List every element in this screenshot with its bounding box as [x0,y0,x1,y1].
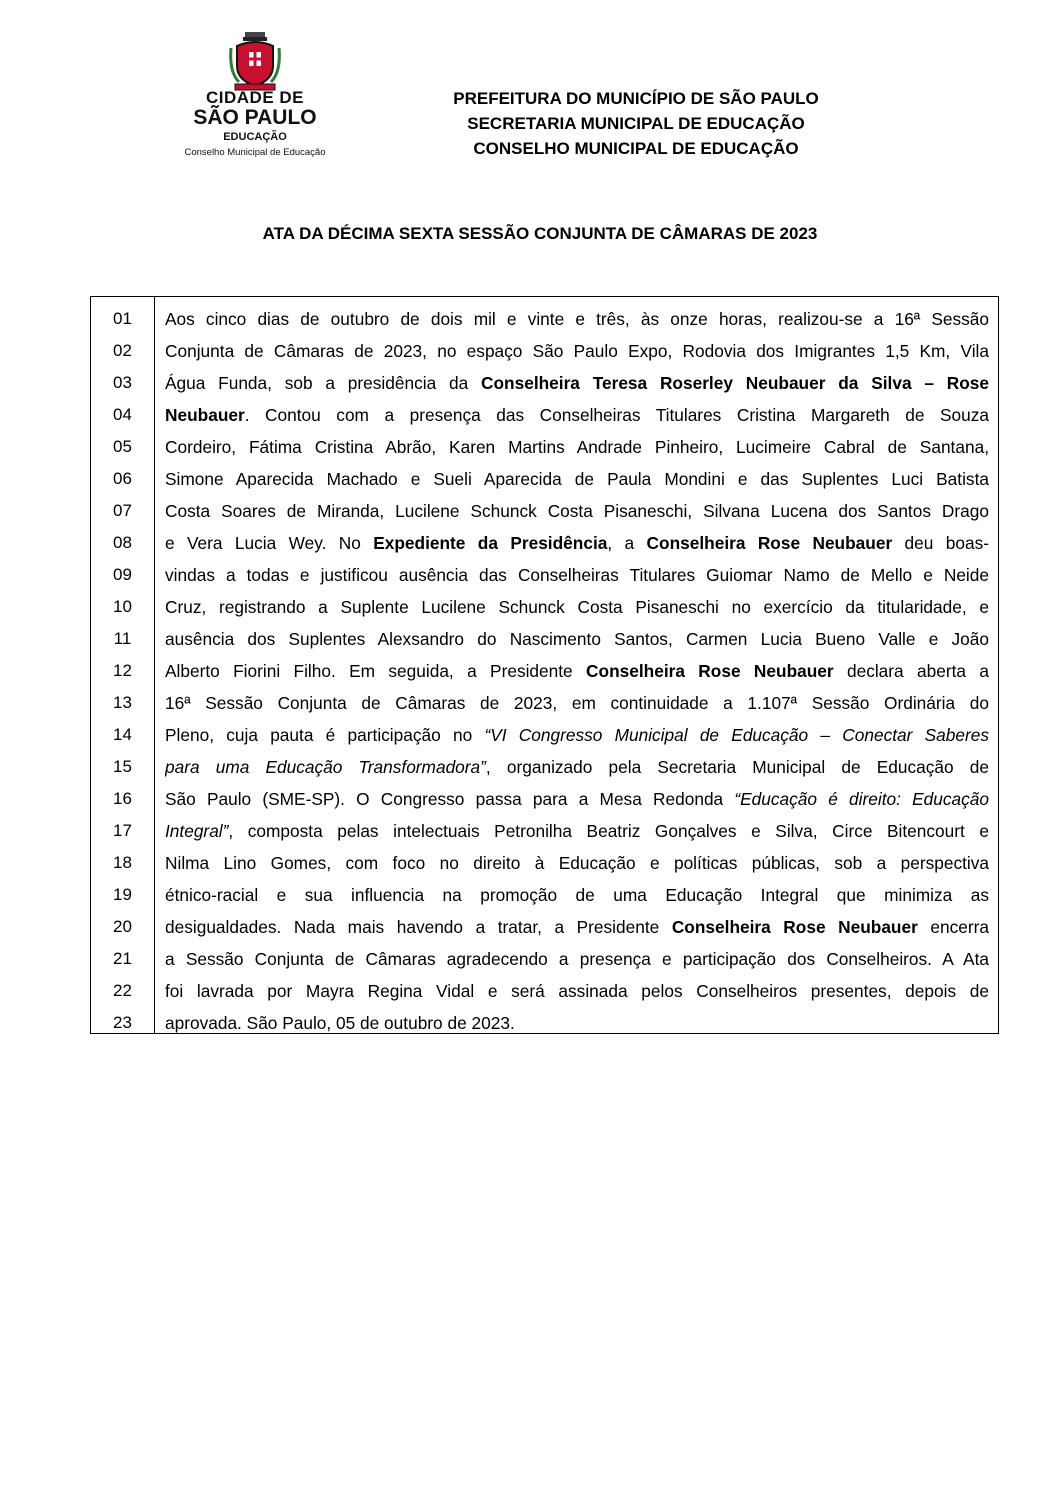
text-segment: Alberto Fiorini Filho. Em seguida, a Presidente [165,661,587,681]
text-segment: encerra [917,917,989,937]
text-segment: Nilma Lino Gomes, com foco no direito à Educação e políticas públicas, sob a perspectiva [165,853,989,873]
line-number: 03 [113,373,132,392]
minutes-line [165,623,989,655]
minutes-line [165,463,989,495]
header-line-conselho: CONSELHO MUNICIPAL DE EDUCAÇÃO [473,139,799,158]
line-number: 16 [113,789,132,808]
bold-text: Conselheira Rose Neubauer [671,917,918,937]
minutes-line [165,783,989,815]
line-number: 13 [113,693,132,712]
line-number: 08 [113,533,132,552]
line-number: 02 [113,341,132,360]
text-segment: Simone Aparecida Machado e Sueli Aparecida de Paula Mondini e das Suplentes Luci Batista [165,469,989,489]
text-segment: 16ª Sessão Conjunta de Câmaras de 2023, em continuidade a 1.107ª Sessão Ordinária do [165,693,989,713]
text-segment: deu boas- [892,533,989,553]
city-logo [172,30,338,166]
text-segment: Costa Soares de Miranda, Lucilene Schunck Costa Pisaneschi, Silvana Lucena dos Santos Drago [165,501,989,521]
minutes-line [165,655,989,687]
line-number: 23 [113,1013,132,1032]
minutes-line [165,303,989,335]
minutes-line [165,527,989,559]
minutes-line [165,943,989,975]
line-number: 07 [113,501,132,520]
text-segment: São Paulo (SME-SP). O Congresso passa para a Mesa Redonda [165,789,735,809]
text-segment: e Vera Lucia Wey. No [165,533,374,553]
line-number: 14 [113,725,132,744]
line-number: 22 [113,981,132,1000]
coat-of-arms-icon [229,32,281,92]
line-number: 04 [113,405,132,424]
text-segment: , composta pelas intelectuais Petronilha Beatriz Gonçalves e Silva, Circe Bitencourt e [228,821,989,841]
text-segment: , organizado pela Secretaria Municipal de Educação de [485,757,989,777]
minutes-line [165,559,989,591]
minutes-line [165,719,989,751]
text-segment: Pleno, cuja pauta é participação no [165,725,485,745]
text-segment: étnico-racial e sua influencia na promoção de uma Educação Integral que minimiza as [165,885,989,905]
text-segment: desigualdades. Nada mais havendo a tratar, a Presidente [165,917,672,937]
text-segment: Cruz, registrando a Suplente Lucilene Schunck Costa Pisaneschi no exercício da titularidade, e [165,597,989,617]
bold-text: Neubauer [165,405,245,425]
text-segment: aprovada. São Paulo, 05 de outubro de 2023. [165,1013,515,1033]
text-segment: foi lavrada por Mayra Regina Vidal e será assinada pelos Conselheiros presentes, depois de [165,981,989,1001]
minutes-line [165,335,989,367]
line-number: 18 [113,853,132,872]
minutes-line [165,879,989,911]
line-number: 10 [113,597,132,616]
minutes-line [165,815,989,847]
italic-text: “VI Congresso Municipal de Educação – Conectar Saberes [484,725,989,745]
minutes-line [165,1007,989,1039]
minutes-line [165,687,989,719]
logo-text-educacao: EDUCAÇÃO [223,131,287,143]
line-number: 12 [113,661,132,680]
text-segment: a Sessão Conjunta de Câmaras agradecendo a presença e participação dos Conselheiros. A Ata [165,949,989,969]
line-number: 06 [113,469,132,488]
line-number: 05 [113,437,132,456]
text-segment: Conjunta de Câmaras de 2023, no espaço São Paulo Expo, Rodovia dos Imigrantes 1,5 Km, Vila [165,341,989,361]
minutes-line [165,751,989,783]
minutes-line [165,367,989,399]
italic-text: Integral” [165,821,229,841]
text-segment: declara aberta a [833,661,989,681]
text-segment: Cordeiro, Fátima Cristina Abrão, Karen Martins Andrade Pinheiro, Lucimeire Cabral de Santana, [165,437,989,457]
minutes-line [165,975,989,1007]
line-number: 11 [113,629,132,648]
header-line-secretaria: SECRETARIA MUNICIPAL DE EDUCAÇÃO [467,114,805,133]
line-number-column [91,297,155,1033]
document-header [360,86,912,161]
text-segment: ausência dos Suplentes Alexsandro do Nascimento Santos, Carmen Lucia Bueno Valle e João [165,629,989,649]
logo-text-sao-paulo: SÃO PAULO [193,106,317,129]
italic-text: para uma Educação Transformadora” [165,757,486,777]
line-number: 01 [113,309,132,328]
logo-text-council: Conselho Municipal de Educação [184,147,326,158]
minutes-line [165,399,989,431]
italic-text: “Educação é direito: Educação [734,789,989,809]
bold-text: Expediente da Presidência [373,533,608,553]
text-segment: vindas a todas e justificou ausência das Conselheiras Titulares Guiomar Namo de Mello e Neide [165,565,989,585]
line-number: 17 [113,821,132,840]
line-number: 15 [113,757,132,776]
line-number: 20 [113,917,132,936]
line-number: 09 [113,565,132,584]
logo-text-city: CIDADE DE [205,88,304,107]
bold-text: Conselheira Rose Neubauer [586,661,834,681]
minutes-line [165,495,989,527]
text-segment: . Contou com a presença das Conselheiras Titulares Cristina Margareth de Souza [244,405,989,425]
header-line-prefeitura: PREFEITURA DO MUNICÍPIO DE SÃO PAULO [453,89,819,108]
minutes-line [165,431,989,463]
text-segment: Água Funda, sob a presidência da [165,373,481,393]
text-segment: , a [607,533,647,553]
line-number: 19 [113,885,132,904]
bold-text: Conselheira Rose Neubauer [646,533,893,553]
bold-text: Conselheira Teresa Roserley Neubauer da Silva – Rose [481,373,989,393]
page-title: ATA DA DÉCIMA SEXTA SESSÃO CONJUNTA DE CÂMARAS DE 2023 [262,224,818,243]
minutes-line [165,911,989,943]
line-number: 21 [113,949,132,968]
minutes-table [90,296,999,1034]
minutes-line [165,847,989,879]
text-segment: Aos cinco dias de outubro de dois mil e vinte e três, às onze horas, realizou-se a 16ª Sessão [165,309,989,329]
minutes-text [165,303,989,1039]
minutes-line [165,591,989,623]
